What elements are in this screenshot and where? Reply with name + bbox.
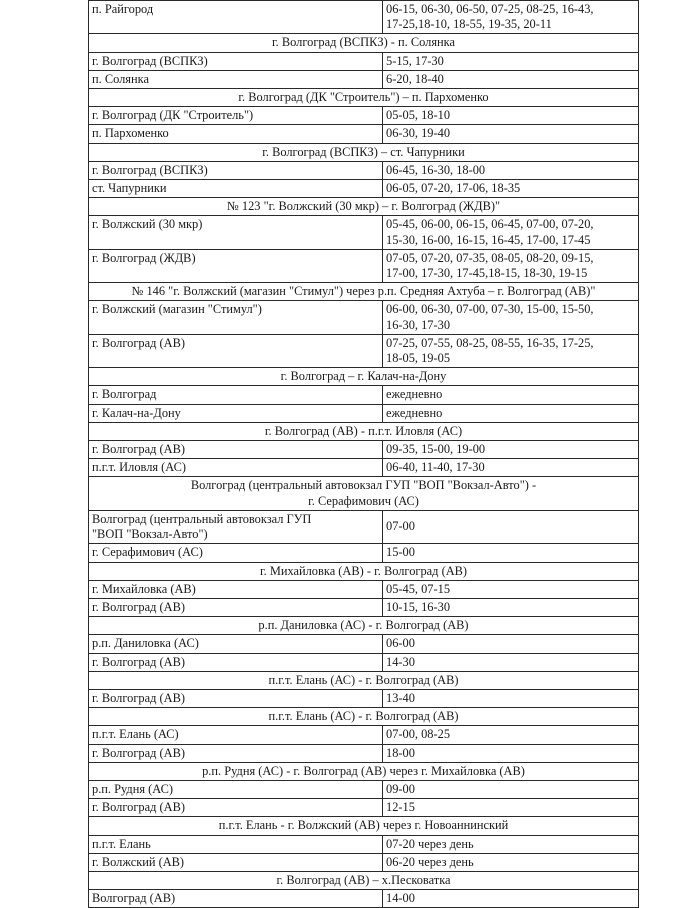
- schedule-row: [89, 70, 639, 88]
- departure-times: 12-15: [383, 799, 639, 817]
- schedule-document: [88, 0, 634, 908]
- stop-name: г. Волгоград (ЖДВ): [89, 249, 383, 282]
- stop-name: п.г.т. Иловля (АС): [89, 459, 383, 477]
- schedule-row: [89, 544, 639, 562]
- stop-name: г. Волжский (магазин "Стимул"): [89, 301, 383, 334]
- stop-name: п. Пархоменко: [89, 125, 383, 143]
- route-header-row: [89, 617, 639, 635]
- route-title: р.п. Даниловка (АС) - г. Волгоград (АВ): [89, 617, 639, 635]
- schedule-row: [89, 635, 639, 653]
- schedule-row: [89, 890, 639, 908]
- stop-name: г. Волгоград (ВСПКЗ): [89, 161, 383, 179]
- schedule-row: [89, 689, 639, 707]
- route-title: п.г.т. Елань - г. Волжский (АВ) через г. Новоаннинский: [89, 817, 639, 835]
- departure-times: 10-15, 16-30: [383, 598, 639, 616]
- stop-name: г. Волгоград (ВСПКЗ): [89, 52, 383, 70]
- schedule-row: [89, 799, 639, 817]
- route-header-row: [89, 762, 639, 780]
- schedule-row: [89, 835, 639, 853]
- route-header-row: [89, 708, 639, 726]
- departure-times: 07-00, 08-25: [383, 726, 639, 744]
- departure-times: 14-30: [383, 653, 639, 671]
- route-header-row: [89, 283, 639, 301]
- stop-name: г. Волгоград (АВ): [89, 334, 383, 367]
- schedule-row: [89, 459, 639, 477]
- stop-name: Волгоград (центральный автовокзал ГУП "ВОП "Вокзал-Авто"): [89, 510, 383, 543]
- schedule-row: [89, 1, 639, 34]
- stop-name: р.п. Даниловка (АС): [89, 635, 383, 653]
- schedule-row: [89, 180, 639, 198]
- route-title: Волгоград (центральный автовокзал ГУП "ВОП "Вокзал-Авто") - г. Серафимович (АС): [89, 477, 639, 510]
- schedule-row: [89, 441, 639, 459]
- departure-times: 05-05, 18-10: [383, 107, 639, 125]
- schedule-row: [89, 52, 639, 70]
- stop-name: г. Михайловка (АВ): [89, 580, 383, 598]
- schedule-row: [89, 107, 639, 125]
- schedule-row: [89, 853, 639, 871]
- schedule-row: [89, 726, 639, 744]
- stop-name: г. Волжский (АВ): [89, 853, 383, 871]
- route-header-row: [89, 422, 639, 440]
- departure-times: 18-00: [383, 744, 639, 762]
- stop-name: г. Волгоград (АВ): [89, 441, 383, 459]
- route-title: г. Волгоград (ВСПКЗ) - п. Солянка: [89, 34, 639, 52]
- stop-name: р.п. Рудня (АС): [89, 780, 383, 798]
- schedule-row: [89, 744, 639, 762]
- stop-name: п.г.т. Елань (АС): [89, 726, 383, 744]
- stop-name: п. Солянка: [89, 70, 383, 88]
- departure-times: 13-40: [383, 689, 639, 707]
- route-header-row: [89, 198, 639, 216]
- departure-times: 09-00: [383, 780, 639, 798]
- route-title: г. Михайловка (АВ) - г. Волгоград (АВ): [89, 562, 639, 580]
- schedule-row: [89, 125, 639, 143]
- route-header-row: [89, 817, 639, 835]
- schedule-row: [89, 510, 639, 543]
- departure-times: 05-45, 07-15: [383, 580, 639, 598]
- route-title: г. Волгоград (АВ) - п.г.т. Иловля (АС): [89, 422, 639, 440]
- schedule-table: [88, 0, 639, 908]
- schedule-row: [89, 653, 639, 671]
- route-header-row: [89, 562, 639, 580]
- departure-times: 06-20 через день: [383, 853, 639, 871]
- stop-name: г. Калач-на-Дону: [89, 404, 383, 422]
- departure-times: 07-00: [383, 510, 639, 543]
- departure-times: 06-00, 06-30, 07-00, 07-30, 15-00, 15-50, 16-30, 17-30: [383, 301, 639, 334]
- stop-name: г. Волгоград (АВ): [89, 744, 383, 762]
- stop-name: г. Волгоград (ДК "Строитель"): [89, 107, 383, 125]
- stop-name: п. Райгород: [89, 1, 383, 34]
- route-header-row: [89, 368, 639, 386]
- schedule-row: [89, 249, 639, 282]
- stop-name: г. Волгоград (АВ): [89, 689, 383, 707]
- stop-name: г. Волгоград (АВ): [89, 799, 383, 817]
- departure-times: 15-00: [383, 544, 639, 562]
- route-header-row: [89, 89, 639, 107]
- schedule-row: [89, 404, 639, 422]
- departure-times: 07-05, 07-20, 07-35, 08-05, 08-20, 09-15, 17-00, 17-30, 17-45,18-15, 18-30, 19-15: [383, 249, 639, 282]
- route-header-row: [89, 871, 639, 889]
- stop-name: г. Волгоград (АВ): [89, 653, 383, 671]
- route-title: г. Волгоград – г. Калач-на-Дону: [89, 368, 639, 386]
- departure-times: ежедневно: [383, 404, 639, 422]
- departure-times: 09-35, 15-00, 19-00: [383, 441, 639, 459]
- schedule-row: [89, 161, 639, 179]
- route-title: п.г.т. Елань (АС) - г. Волгоград (АВ): [89, 671, 639, 689]
- departure-times: 07-20 через день: [383, 835, 639, 853]
- departure-times: 5-15, 17-30: [383, 52, 639, 70]
- route-header-row: [89, 671, 639, 689]
- route-header-row: [89, 143, 639, 161]
- departure-times: 05-45, 06-00, 06-15, 06-45, 07-00, 07-20, 15-30, 16-00, 16-15, 16-45, 17-00, 17-45: [383, 216, 639, 249]
- departure-times: 06-00: [383, 635, 639, 653]
- stop-name: г. Волжский (30 мкр): [89, 216, 383, 249]
- departure-times: 06-05, 07-20, 17-06, 18-35: [383, 180, 639, 198]
- route-header-row: [89, 477, 639, 510]
- schedule-row: [89, 216, 639, 249]
- route-title: п.г.т. Елань (АС) - г. Волгоград (АВ): [89, 708, 639, 726]
- schedule-row: [89, 386, 639, 404]
- departure-times: 6-20, 18-40: [383, 70, 639, 88]
- stop-name: Волгоград (АВ): [89, 890, 383, 908]
- route-title: № 123 "г. Волжский (30 мкр) – г. Волгоград (ЖДВ)": [89, 198, 639, 216]
- stop-name: г. Волгоград (АВ): [89, 598, 383, 616]
- schedule-row: [89, 580, 639, 598]
- departure-times: 06-30, 19-40: [383, 125, 639, 143]
- stop-name: г. Серафимович (АС): [89, 544, 383, 562]
- route-title: г. Волгоград (ДК "Строитель") – п. Пархоменко: [89, 89, 639, 107]
- route-title: г. Волгоград (ВСПКЗ) – ст. Чапурники: [89, 143, 639, 161]
- route-title: р.п. Рудня (АС) - г. Волгоград (АВ) через г. Михайловка (АВ): [89, 762, 639, 780]
- departure-times: 07-25, 07-55, 08-25, 08-55, 16-35, 17-25, 18-05, 19-05: [383, 334, 639, 367]
- stop-name: г. Волгоград: [89, 386, 383, 404]
- route-title: г. Волгоград (АВ) – х.Песковатка: [89, 871, 639, 889]
- stop-name: п.г.т. Елань: [89, 835, 383, 853]
- schedule-table-body: [89, 1, 639, 908]
- departure-times: 06-40, 11-40, 17-30: [383, 459, 639, 477]
- schedule-row: [89, 598, 639, 616]
- schedule-row: [89, 780, 639, 798]
- departure-times: 06-45, 16-30, 18-00: [383, 161, 639, 179]
- schedule-row: [89, 334, 639, 367]
- departure-times: ежедневно: [383, 386, 639, 404]
- stop-name: ст. Чапурники: [89, 180, 383, 198]
- schedule-row: [89, 301, 639, 334]
- departure-times: 06-15, 06-30, 06-50, 07-25, 08-25, 16-43, 17-25,18-10, 18-55, 19-35, 20-11: [383, 1, 639, 34]
- departure-times: 14-00: [383, 890, 639, 908]
- route-header-row: [89, 34, 639, 52]
- route-title: № 146 "г. Волжский (магазин "Стимул") через р.п. Средняя Ахтуба – г. Волгоград (АВ)": [89, 283, 639, 301]
